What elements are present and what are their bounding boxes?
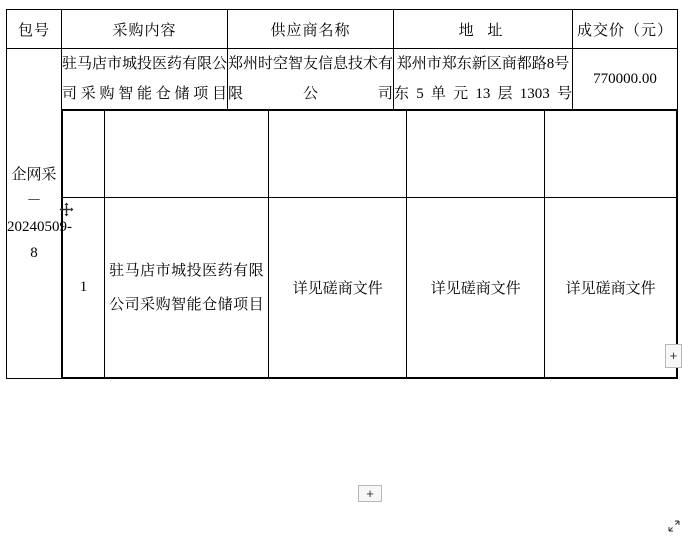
procurement-result-table	[6, 9, 678, 379]
detail-cell-quality: 详见磋商文件	[407, 198, 545, 378]
nested-table-row	[7, 110, 678, 379]
detail-cell-name: 驻马店市城投医药有限公司采购智能仓储项目	[104, 198, 268, 378]
detail-column-header-delivery	[269, 111, 407, 198]
procurement-detail-table	[62, 110, 677, 378]
detail-column-header-index	[63, 111, 105, 198]
cell-address: 郑州市郑东新区商都路8号东5单元13层1303号	[394, 49, 573, 110]
column-header-package-no: 包号	[7, 10, 62, 49]
detail-cell-index: 1	[63, 198, 105, 378]
table-header-row	[7, 10, 678, 49]
column-header-supplier: 供应商名称	[228, 10, 394, 49]
detail-cell-delivery: 详见磋商文件	[269, 198, 407, 378]
add-column-button[interactable]: +	[665, 344, 682, 368]
table-row	[63, 198, 677, 378]
detail-cell-scope: 详见磋商文件	[545, 198, 677, 378]
resize-icon[interactable]	[668, 520, 680, 532]
cell-price: 770000.00	[573, 49, 678, 110]
column-header-address: 地 址	[394, 10, 573, 49]
detail-column-header-quality	[407, 111, 545, 198]
add-row-button[interactable]: +	[358, 485, 382, 502]
cell-supplier: 郑州时空智友信息技术有限公司	[228, 49, 394, 110]
move-icon[interactable]	[59, 202, 74, 217]
cell-content: 驻马店市城投医药有限公司采购智能仓储项目	[62, 49, 228, 110]
column-header-content: 采购内容	[62, 10, 228, 49]
detail-column-header-name	[104, 111, 268, 198]
table-data-row	[7, 49, 678, 110]
nested-table-container	[62, 110, 678, 379]
detail-column-header-scope	[545, 111, 677, 198]
column-header-price: 成交价（元）	[573, 10, 678, 49]
detail-header-row	[63, 111, 677, 198]
cell-package-no: 企网采－20240509-8	[7, 49, 62, 379]
